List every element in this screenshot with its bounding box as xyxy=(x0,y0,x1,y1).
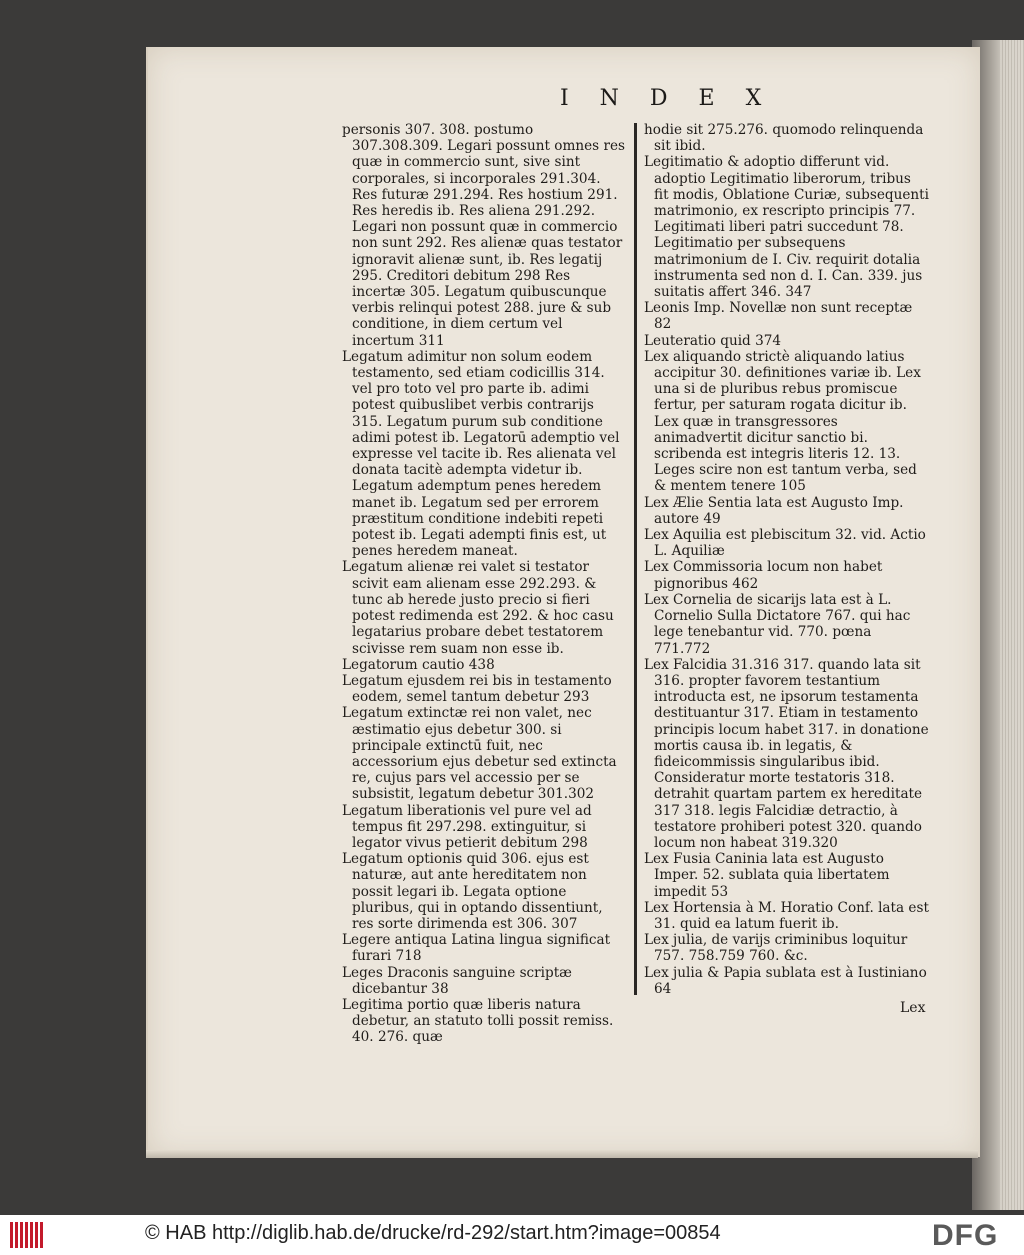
index-entry: Lex julia, de varijs criminibus loquitur 757. 758.759 760. &c. xyxy=(644,932,908,965)
column-divider xyxy=(634,123,637,995)
index-entry: Legatorum cautio 438 xyxy=(342,656,495,673)
index-entry: Legatum adimitur non solum eodem testamento, sed etiam codicillis 314. vel pro toto vel pro parte ib. adimi potest quibuslibet verbis contrarijs 315. Legatum purum sub conditione adimi potest ib. Legatorū ademptio vel expresse vel tacite ib. Res alienata vel donata tacitè adempta videtur ib. Legatum ademptum penes heredem manet ib. Legatum sed per errorem præstitum conditione indebiti repeti potest ib. Legati adempti finis est, ut penes heredem maneat. xyxy=(342,348,620,560)
book-page-stack xyxy=(1000,40,1024,1210)
index-column-left xyxy=(342,122,627,1046)
index-entry: Leonis Imp. Novellæ non sunt receptæ 82 xyxy=(644,300,913,333)
page-bottom-shadow xyxy=(146,1150,978,1158)
index-entry: Lex julia & Papia sublata est à Iustiniano 64 xyxy=(644,964,927,997)
index-entry: Lex Commissoria locum non habet pignoribus 462 xyxy=(644,559,883,592)
index-entry: Legere antiqua Latina lingua significat furari 718 xyxy=(342,932,611,965)
index-entry: personis 307. 308. postumo 307.308.309. Legari possunt omnes res quæ in commercio sunt, sive sint corporales, si incorporales 291.304. Res futuræ 291.294. Res hostium 291. Res heredis ib. Res aliena 291.292. Legari non possunt quæ in commercio non sunt 292. Res alienæ quas testator ignoravit alienæ sunt, ib. Res legatij 295. Creditori debitum 298 Res incertæ 305. Legatum quibuscunque verbis relinqui potest 288. jure & sub conditione, in diem certum vel incertum 311 xyxy=(342,122,625,349)
index-entry: Leuteratio quid 374 xyxy=(644,332,782,349)
index-entry: Lex Ælie Sentia lata est Augusto Imp. autore 49 xyxy=(644,494,904,527)
index-entry: Legatum liberationis vel pure vel ad tempus fit 297.298. extinguitur, si legator vivus petierit debitum 298 xyxy=(342,802,592,851)
index-entry: Lex Hortensia à M. Horatio Conf. lata est 31. quid ea latum fuerit ib. xyxy=(644,899,929,932)
index-entry: Lex Aquilia est plebiscitum 32. vid. Actio L. Aquiliæ xyxy=(644,527,926,560)
index-entry: Lex Falcidia 31.316 317. quando lata sit 316. propter favorem testantium introducta est, ne ipsorum testamenta destituantur 317. Etiam in testamento principis locum habet 317. in donatione mortis causa ib. in legatis, & fideicommissis singularibus ibid. Consideratur morte testatoris 318. detrahit quartam partem ex hereditate 317 318. legis Falcidiæ detractio, à testatore prohiberi potest 320. quando locum non habeat 319.320 xyxy=(644,656,929,851)
index-entry: hodie sit 275.276. quomodo relinquenda sit ibid. xyxy=(644,122,924,155)
index-entry: Leges Draconis sanguine scriptæ dicebantur 38 xyxy=(342,964,572,997)
index-entry: Lex aliquando strictè aliquando latius accipitur 30. definitiones variæ ib. Lex una si de pluribus rebus promiscue fertur, per saturam rogata dicitur ib. Lex quæ in transgressores animadvertit dicitur sanctio bi. scribenda est integris literis 12. 13. Leges scire non est tantum verba, sed & mentem tenere 105 xyxy=(644,348,921,495)
page-heading: I N D E X xyxy=(560,86,774,111)
copyright-link[interactable]: © HAB http://diglib.hab.de/drucke/rd-292/start.htm?image=00854 xyxy=(145,1222,721,1244)
index-entry: Lex Cornelia de sicarijs lata est à L. Cornelio Sulla Dictatore 767. qui hac lege tenebantur vid. 770. pœna 771.772 xyxy=(644,591,911,657)
index-entry: Legitima portio quæ liberis natura debetur, an statuto tolli possit remiss. 40. 276. quæ xyxy=(342,996,614,1046)
index-entry: Lex Fusia Caninia lata est Augusto Imper. 52. sublata quia libertatem impedit 53 xyxy=(644,851,890,900)
index-entry: Legatum extinctæ rei non valet, nec æstimatio ejus debetur 300. si principale extinctū fuit, nec accessorium ejus debetur sed extincta re, cujus pars vel accessio per se subsistit, legatum debetur 301.302 xyxy=(342,705,617,803)
dfg-logo[interactable]: DFG xyxy=(932,1219,999,1252)
index-entry: Legitimatio & adoptio differunt vid. adoptio Legitimatio liberorum, tribus fit modis, Oblatione Curiæ, subsequenti matrimonio, ex rescripto principis 77. Legitimati liberi patri succedunt 78. Legitimatio per subsequens matrimonium de I. Civ. requirit dotalia instrumenta sed non d. I. Can. 339. jus suitatis affert 346. 347 xyxy=(644,154,929,301)
index-entry: Legatum alienæ rei valet si testator scivit eam alienam esse 292.293. & tunc ab herede justo precio si fieri potest redimenda est 292. & hoc casu legatarius probare debet testatorem scivisse rem suam non esse ib. xyxy=(342,559,614,657)
index-column-right xyxy=(644,122,929,997)
index-entry: Legatum optionis quid 306. ejus est naturæ, aut ante hereditatem non possit legari ib. Legata optione pluribus, qui in optando dissentiunt, res sorte dirimenda est 306. 307 xyxy=(342,851,603,932)
index-entry: Legatum ejusdem rei bis in testamento eodem, semel tantum debetur 293 xyxy=(342,672,612,706)
hab-logo-icon[interactable] xyxy=(10,1222,48,1248)
catchword: Lex xyxy=(900,1000,926,1016)
